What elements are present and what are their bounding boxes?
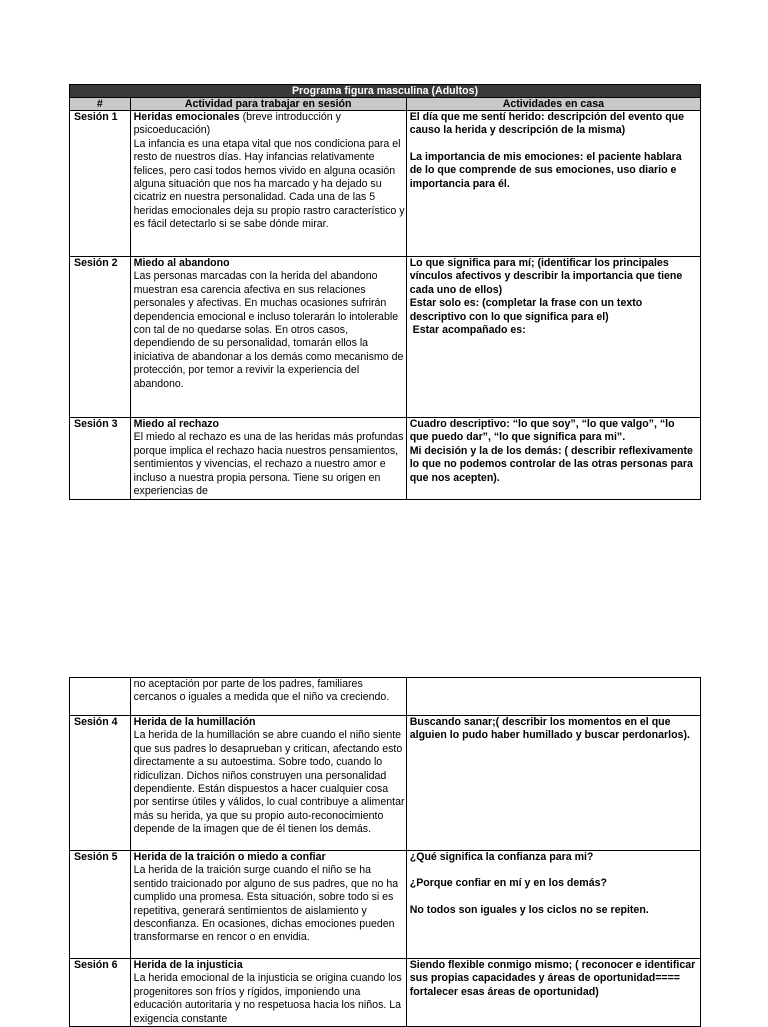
home-activity-item: Estar acompañado es: bbox=[409, 324, 526, 337]
session-activity-cell bbox=[130, 257, 406, 418]
activity-title: Herida de la traición o miedo a confiar bbox=[133, 851, 326, 863]
home-activity-item: El día que me sentí herido: descripción del evento que causo la herida y descripción de la misma) bbox=[409, 111, 685, 137]
activity-text: La infancia es una etapa vital que nos condiciona para el resto de nuestros días. Hay infancias relativamente felices, pero casi todos hemos vivido en alguna ocasión alguna situación que nos ha marcado y ha dejado su cicatriz en nuestra personalidad. Cada una de las 5 heridas emocionales deja su propio rastro característico y es fácil detectarlo si se sabe dónde mirar. bbox=[133, 137, 405, 231]
table-row bbox=[70, 959, 701, 1027]
activity-continuation: no aceptación por parte de los padres, familiares cercanos o iguales a medida que el niño va creciendo. bbox=[133, 678, 390, 704]
home-activity-cell bbox=[406, 111, 700, 257]
home-activity-item: Siendo flexible conmigo mismo; ( reconocer e identificar sus propias capacidades y áreas de oportunidad==== fortalecer esas áreas de oportunidad) bbox=[409, 959, 696, 998]
home-activity-item: Lo que significa para mí; (identificar los principales vínculos afectivos y describir la importancia que tiene cada uno de ellos) bbox=[409, 257, 683, 296]
activity-text: La herida emocional de la injusticia se origina cuando los progenitores son fríos y rígidos, imponiendo una educación autoritaria y no respetuosa hacia los niños. La exigencia constante bbox=[133, 972, 402, 1025]
session-label: Sesión 3 bbox=[70, 418, 131, 500]
header-session-activity: Actividad para trabajar en sesión bbox=[130, 98, 406, 111]
session-activity-cell bbox=[130, 111, 406, 257]
home-activity-item: ¿Qué significa la confianza para mi? bbox=[409, 851, 594, 863]
home-activity-cell bbox=[406, 257, 700, 418]
session-activity-cell bbox=[130, 851, 406, 959]
table-row bbox=[70, 257, 701, 418]
program-table-page-1 bbox=[69, 84, 701, 500]
activity-title: Herida de la injusticia bbox=[133, 959, 243, 971]
empty-session-cell bbox=[70, 678, 131, 716]
session-label: Sesión 6 bbox=[70, 959, 131, 1027]
activity-title: Miedo al rechazo bbox=[133, 418, 220, 430]
session-activity-cell bbox=[130, 716, 406, 851]
session-label: Sesión 1 bbox=[70, 111, 131, 257]
home-activity-cell bbox=[406, 678, 700, 716]
table-row bbox=[70, 716, 701, 851]
session-label: Sesión 5 bbox=[70, 851, 131, 959]
table-row bbox=[70, 678, 701, 716]
home-activity-item: Buscando sanar;( describir los momentos en el que alguien lo pudo haber humillado y buscar perdonarlos). bbox=[409, 716, 690, 742]
home-activity-cell bbox=[406, 716, 700, 851]
table-row bbox=[70, 418, 701, 500]
activity-title-suffix: (breve introducción y psicoeducación) bbox=[133, 111, 341, 137]
home-activity-item: No todos son iguales y los ciclos no se repiten. bbox=[409, 903, 649, 916]
home-activity-item: Mi decisión y la de los demás: ( describir reflexivamente lo que no podemos controlar de las otras personas para que nos acepten). bbox=[409, 444, 693, 484]
header-home-activity: Actividades en casa bbox=[406, 98, 700, 111]
home-activity-cell bbox=[406, 959, 700, 1027]
session-activity-cell bbox=[130, 959, 406, 1027]
activity-text: La herida de la humillación se abre cuando el niño siente que sus padres lo desaprueban y critican, afectando esto directamente a su autoestima. Sobre todo, cuando lo ridiculizan. Dichos niños construyen una personalidad dependiente. Están dispuestos a hacer cualquier cosa por sentirse útiles y válidos, lo cual contribuye a alimentar más su herida, ya que su propio auto-reconocimiento depende de la imagen que de él tienen los demás. bbox=[133, 729, 405, 836]
activity-clip bbox=[134, 418, 406, 499]
session-label: Sesión 2 bbox=[70, 257, 131, 418]
table-row bbox=[70, 111, 701, 257]
activity-title: Herida de la humillación bbox=[133, 716, 256, 728]
home-activity-item: Cuadro descriptivo: “lo que soy”, “lo que valgo”, “lo que puedo dar”, “lo que significa para mi”. bbox=[409, 418, 675, 444]
home-activity-item: La importancia de mis emociones: el paciente hablara de lo que comprende de sus emociones, uso diario e importancia para él. bbox=[409, 150, 682, 190]
header-number: # bbox=[70, 98, 131, 111]
table-title: Programa figura masculina (Adultos) bbox=[70, 85, 701, 98]
activity-description bbox=[134, 111, 406, 138]
activity-title: Miedo al abandono bbox=[133, 257, 230, 269]
home-activity-cell bbox=[406, 418, 700, 500]
activity-title: Heridas emocionales bbox=[133, 111, 240, 123]
activity-text: El miedo al rechazo es una de las heridas más profundas porque implica el rechazo hacia nuestros pensamientos, sentimientos y vivencias, el rechazo a nuestro amor e incluso a nuestra propia persona. Tiene su origen en experiencias de bbox=[133, 431, 404, 498]
home-activity-item: ¿Porque confiar en mí y en los demás? bbox=[409, 877, 607, 890]
activity-text: Las personas marcadas con la herida del abandono muestran esa carencia afectiva en sus relaciones personales y afectivas. En muchas ocasiones sufrirán dependencia emocional e incluso tolerarán lo intolerable con tal de no quedarse solas. En otros casos, dependiendo de su personalidad, tomarán ellos la iniciativa de abandonar a los demás como mecanismo de protección, por temor a revivir la experiencia del abandono. bbox=[133, 270, 404, 390]
home-activity-item: Estar solo es: (completar la frase con un texto descriptivo con lo que significa para el) bbox=[409, 297, 643, 323]
home-activity-cell bbox=[406, 851, 700, 959]
session-activity-cell bbox=[130, 418, 406, 500]
program-table-page-2 bbox=[69, 677, 701, 1027]
session-label: Sesión 4 bbox=[70, 716, 131, 851]
table-row bbox=[70, 851, 701, 959]
activity-text: La herida de la traición surge cuando el niño se ha sentido traicionado por alguno de sus padres, que no ha cumplido una promesa. Esta situación, sobre todo si es repetitiva, generará sentimientos de aislamiento y desconfianza. En ocasiones, dichas emociones pueden transformarse en rencor o en envidia. bbox=[133, 864, 399, 944]
session-activity-cell bbox=[130, 678, 406, 716]
